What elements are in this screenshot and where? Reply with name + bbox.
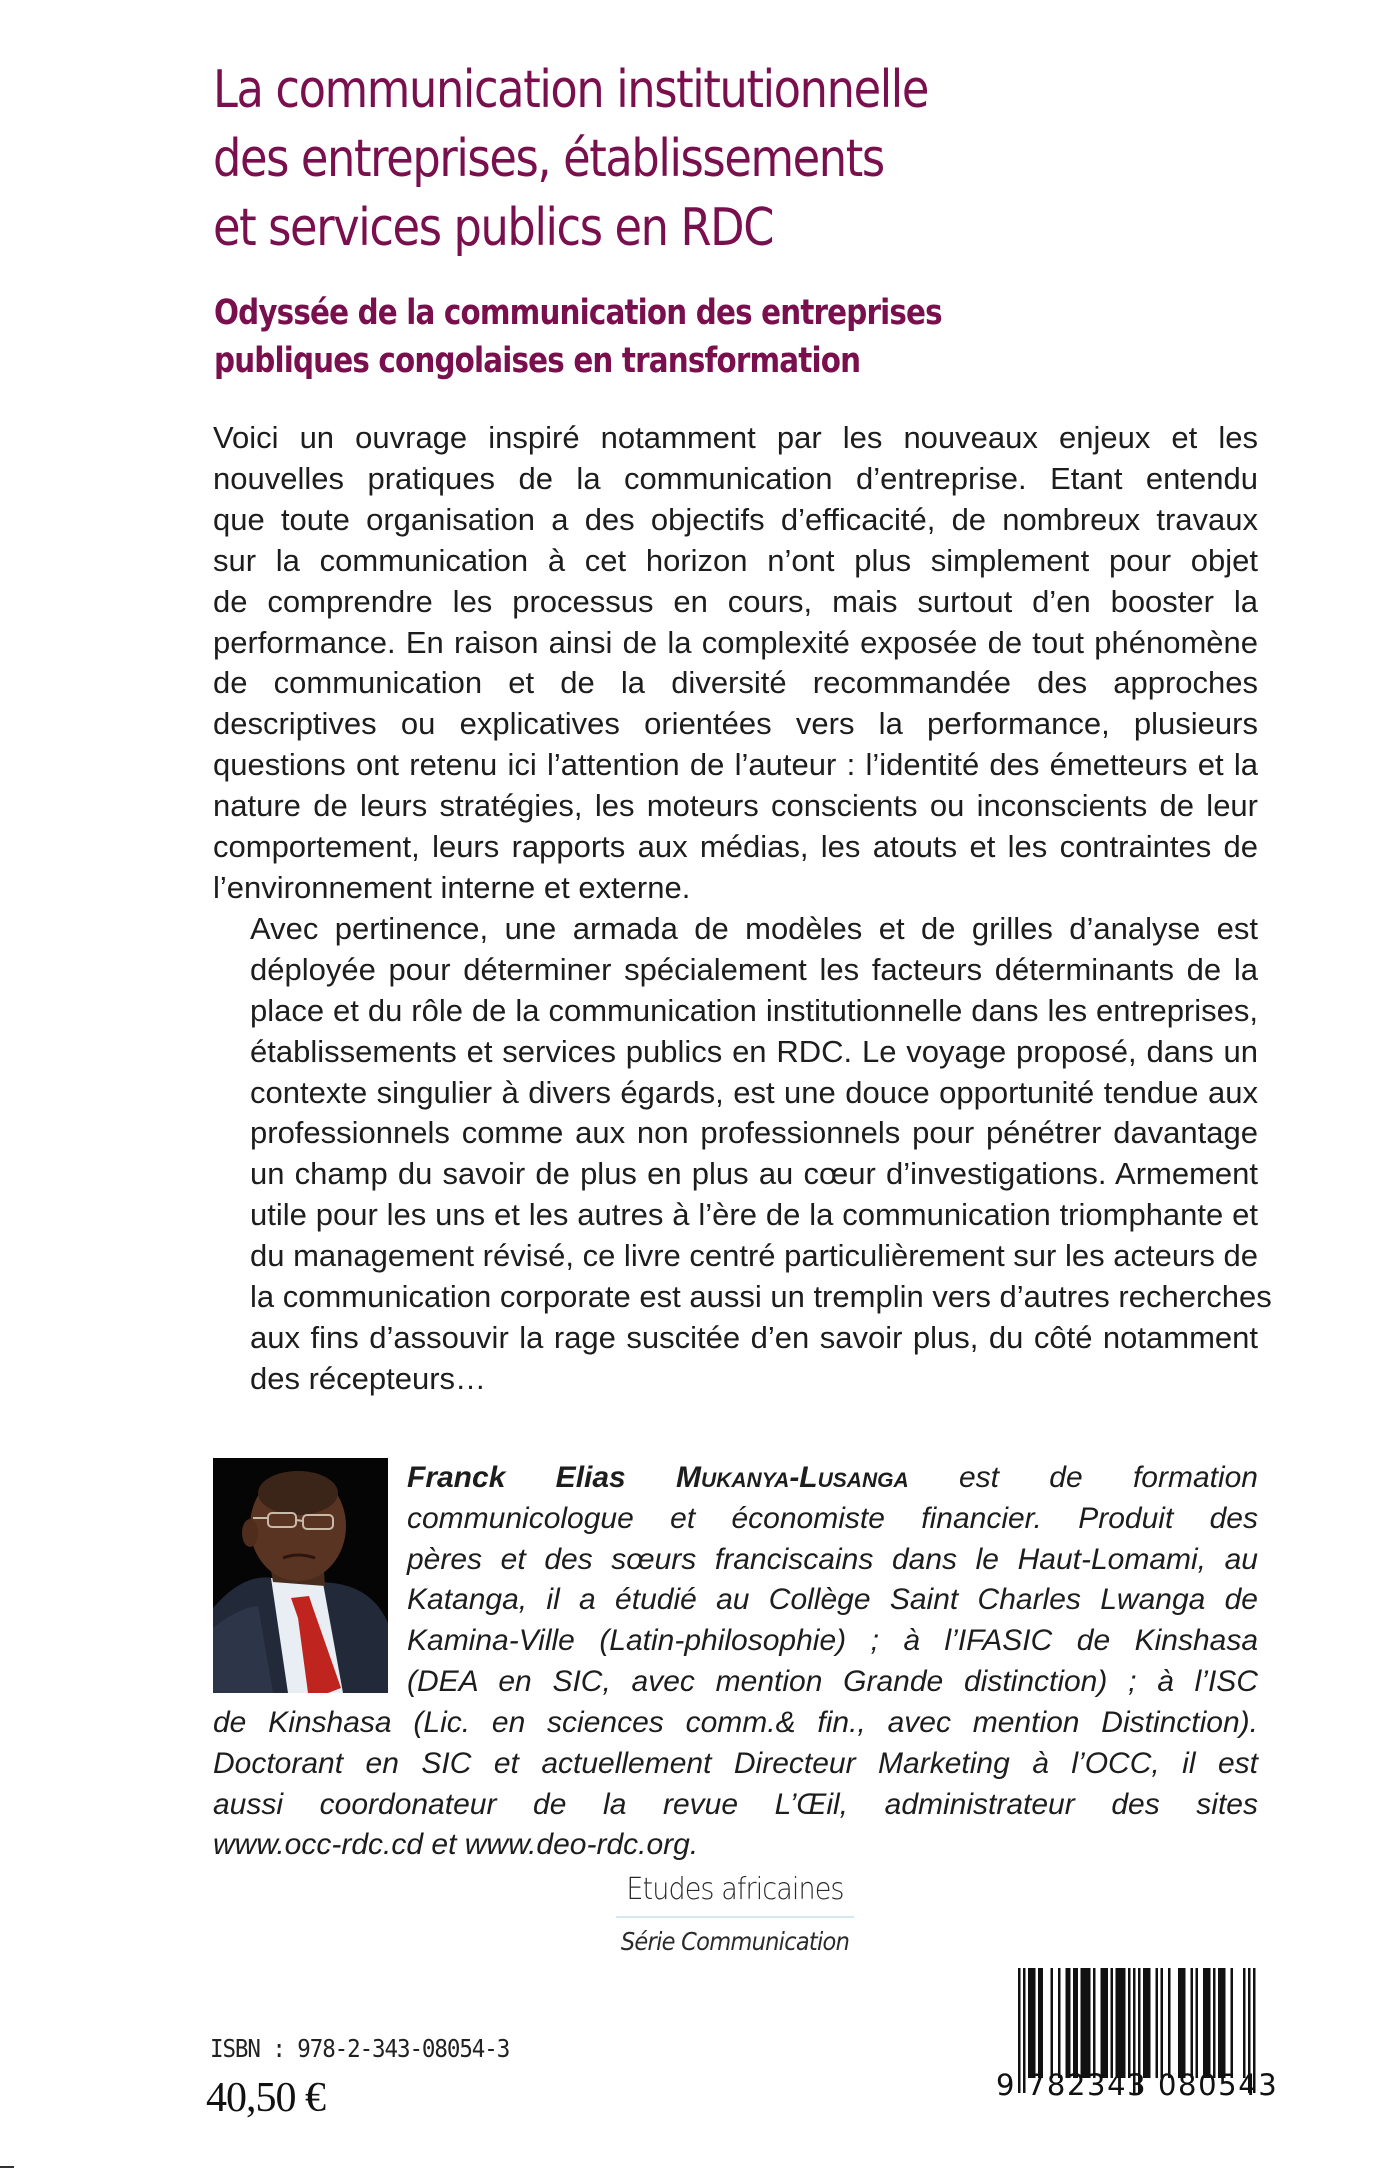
barcode-bar	[1183, 1968, 1186, 2078]
blurb-line: que toute organisation a des objectifs d’efficacité, de nombreux travaux	[213, 501, 1258, 537]
barcode-bar	[1143, 1968, 1146, 2078]
author-first-names: Franck Elias	[407, 1461, 626, 1494]
blurb-line: descriptives ou explicatives orientées vers la performance, plusieurs	[213, 706, 1258, 742]
barcode-bar	[1123, 1968, 1126, 2078]
barcode-bar	[1058, 1968, 1061, 2078]
barcode-bar	[1103, 1968, 1106, 2078]
bio-text: est de formation	[958, 1461, 1258, 1494]
barcode-bar	[1208, 1968, 1211, 2078]
barcode-bar	[1118, 1968, 1121, 2078]
isbn-label: ISBN : 978-2-343-08054-3	[210, 2034, 510, 2063]
blurb-line: performance. En raison ainsi de la complexité exposée de tout phénomène	[213, 624, 1258, 660]
barcode-bar	[1086, 1968, 1089, 2078]
blurb-paragraph	[213, 418, 1258, 909]
isbn-barcode	[996, 1968, 1279, 2103]
blurb-line: la communication corporate est aussi un tremplin vers d’autres recherches	[250, 1279, 1272, 1315]
blurb-line: des récepteurs…	[250, 1360, 487, 1396]
bio-line: www.occ-rdc.cd et www.deo-rdc.org.	[213, 1828, 699, 1862]
barcode-bar	[1111, 1968, 1114, 2078]
blurb-line: questions ont retenu ici l’attention de l’auteur : l’identité des émetteurs et la	[213, 747, 1258, 783]
barcode-bar	[1033, 1968, 1036, 2078]
title-line: des entreprises, établissements	[213, 129, 884, 189]
blurb-line: aux fins d’assouvir la rage suscitée d’en savoir plus, du côté notamment	[250, 1319, 1258, 1355]
barcode-bar	[1243, 1968, 1246, 2078]
barcode-bar	[1231, 1968, 1234, 2078]
barcode-bar	[1206, 1968, 1209, 2078]
bio-line: Doctorant en SIC et actuellement Directeur Marketing à l’OCC, il est	[213, 1746, 1258, 1780]
author-bio-beside-photo	[407, 1458, 1258, 1703]
price: 40,50 €	[206, 2075, 325, 2121]
barcode-bar	[1073, 1968, 1076, 2078]
series-block	[600, 1870, 870, 1958]
barcode-bar	[1068, 1968, 1071, 2078]
book-title	[213, 56, 1125, 263]
subtitle-line: Odyssée de la communication des entreprises	[214, 293, 942, 333]
barcode-bar	[1128, 1968, 1131, 2078]
bio-line: de Kinshasa (Lic. en sciences comm.& fin., avec mention Distinction).	[213, 1706, 1258, 1739]
barcode-bar	[1196, 1968, 1199, 2078]
author-photo	[213, 1458, 388, 1693]
barcode-digits: 9 782343 080543	[996, 2068, 1279, 2102]
barcode-bar	[1218, 1968, 1221, 2078]
barcode-bar	[1116, 1968, 1119, 2078]
barcode-bar	[1203, 1968, 1206, 2078]
blurb-line: l’environnement interne et externe.	[213, 869, 691, 905]
crop-mark	[0, 2166, 14, 2168]
barcode-bar	[1168, 1968, 1171, 2078]
barcode-bar	[1081, 1968, 1084, 2078]
barcode-bar	[1221, 1968, 1224, 2078]
series-divider	[616, 1916, 854, 1918]
barcode-bar	[1148, 1968, 1151, 2078]
barcode-bar	[1223, 1968, 1226, 2078]
blurb-line: comportement, leurs rapports aux médias, les atouts et les contraintes de	[213, 829, 1258, 865]
blurb-paragraph	[213, 909, 1272, 1400]
blurb-line: Avec pertinence, une armada de modèles et de grilles d’analyse est	[250, 910, 1258, 946]
title-line: et services publics en RDC	[213, 198, 774, 258]
bio-line: pères et des sœurs franciscains dans le Haut-Lomami, au	[407, 1542, 1258, 1576]
blurb-line: établissements et services publics en RDC. Le voyage proposé, dans un	[250, 1033, 1258, 1069]
blurb-line: de comprendre les processus en cours, mais surtout d’en booster la	[213, 583, 1258, 619]
subtitle-line: publiques congolaises en transformation	[214, 341, 861, 381]
bio-line: (DEA en SIC, avec mention Grande distinction) ; à l’ISC	[407, 1664, 1258, 1698]
blurb-line: nature de leurs stratégies, les moteurs conscients ou inconscients de leur	[213, 788, 1258, 824]
blurb-line: contexte singulier à divers égards, est une douce opportunité tendue aux	[250, 1074, 1258, 1110]
blurb-line: sur la communication à cet horizon n’ont plus simplement pour objet	[213, 542, 1258, 578]
barcode-bar	[1178, 1968, 1181, 2078]
barcode-bar	[1213, 1968, 1216, 2078]
author-bio-continued	[213, 1703, 1258, 1866]
barcode-bar	[1038, 1968, 1041, 2078]
barcode-bar	[1106, 1968, 1109, 2078]
collection-name: Etudes africaines	[626, 1872, 844, 1907]
barcode-bar	[1181, 1968, 1184, 2078]
barcode-bar	[1146, 1968, 1149, 2078]
barcode-bar	[1088, 1968, 1091, 2078]
barcode-bar	[1031, 1968, 1034, 2078]
book-subtitle	[214, 289, 1104, 385]
barcode-bar	[1121, 1968, 1124, 2078]
barcode-bar	[1083, 1968, 1086, 2078]
bio-line	[407, 1458, 1258, 1499]
barcode-bar	[1101, 1968, 1104, 2078]
bio-line: aussi coordonateur de la revue L’Œil, administrateur des sites	[213, 1787, 1258, 1821]
barcode-bar	[1041, 1968, 1044, 2078]
blurb-line: place et du rôle de la communication institutionnelle dans les entreprises,	[250, 992, 1258, 1028]
barcode-bar	[1191, 1968, 1194, 2078]
barcode-bar	[1028, 1968, 1031, 2078]
blurb-line: professionnels comme aux non professionnels pour pénétrer davantage	[250, 1115, 1258, 1151]
blurb	[213, 418, 1272, 1400]
blurb-line: du management révisé, ce livre centré particulièrement sur les acteurs de	[250, 1238, 1258, 1274]
title-line: La communication institutionnelle	[213, 60, 928, 120]
barcode-bar	[1093, 1968, 1096, 2078]
author-portrait-image	[213, 1458, 388, 1693]
barcode-bar	[1076, 1968, 1079, 2078]
subseries-name: Série Communication	[620, 1927, 850, 1956]
bio-line: Katanga, il a étudié au Collège Saint Charles Lwanga de	[407, 1583, 1258, 1617]
blurb-line: déployée pour déterminer spécialement les facteurs déterminants de la	[250, 951, 1258, 987]
blurb-line: nouvelles pratiques de la communication d’entreprise. Etant entendu	[213, 460, 1258, 496]
blurb-line: de communication et de la diversité recommandée des approches	[213, 665, 1258, 701]
blurb-line: utile pour les uns et les autres à l’ère de la communication triomphante et	[250, 1197, 1258, 1233]
bio-line: communicologue et économiste financier. Produit des	[407, 1501, 1258, 1535]
barcode-bar	[1051, 1968, 1054, 2078]
barcode-bar	[1161, 1968, 1164, 2078]
blurb-line: Voici un ouvrage inspiré notamment par les nouveaux enjeux et les	[213, 420, 1258, 455]
barcode-bar	[1066, 1968, 1069, 2078]
barcode-bar	[1156, 1968, 1159, 2078]
bio-line: Kamina-Ville (Latin-philosophie) ; à l’IFASIC de Kinshasa	[407, 1624, 1258, 1658]
author-surname: Mukanya-Lusanga	[676, 1461, 909, 1494]
blurb-line: un champ du savoir de plus en plus au cœur d’investigations. Armement	[250, 1156, 1258, 1192]
